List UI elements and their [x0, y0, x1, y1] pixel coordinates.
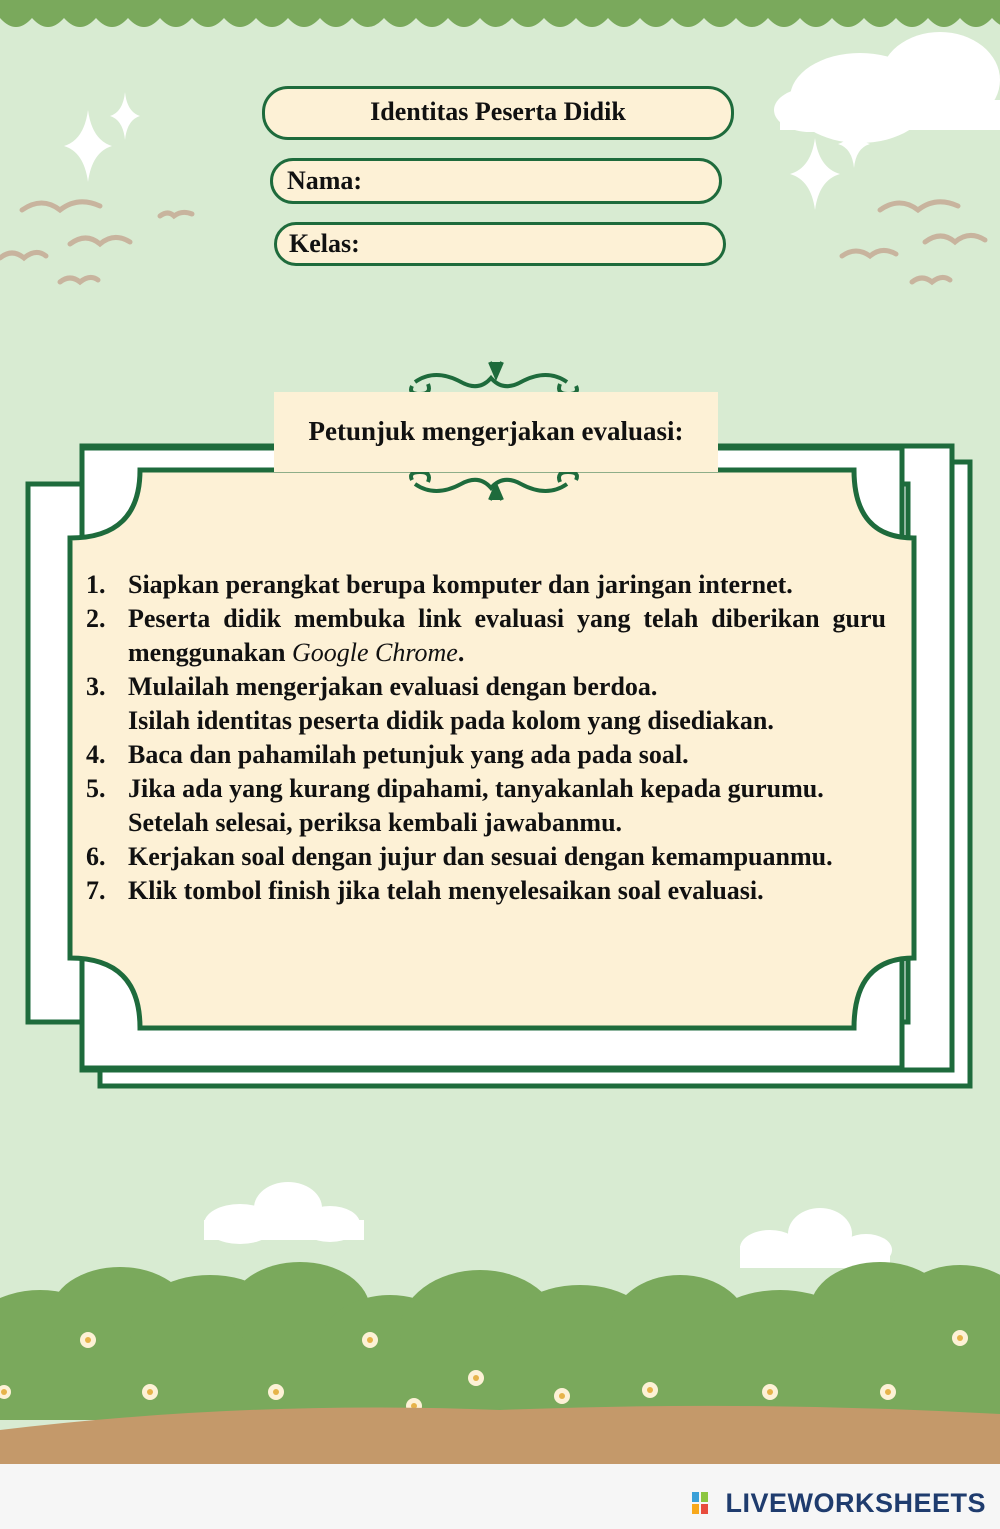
item-number: 3.: [86, 672, 106, 701]
name-label: Nama:: [287, 166, 363, 195]
item-text: Jika ada yang kurang dipahami, tanyakanlah kepada gurumu.: [128, 774, 824, 803]
item-text: Klik tombol finish jika telah menyelesaikan soal evaluasi.: [128, 876, 764, 905]
list-item: [86, 738, 886, 772]
name-field[interactable]: [270, 158, 722, 204]
class-field[interactable]: [274, 222, 726, 266]
item-number: 7.: [86, 876, 106, 905]
liveworksheets-brand[interactable]: LIVEWORKSHEETS: [725, 1488, 986, 1518]
list-item: [86, 602, 886, 670]
instructions-title: Petunjuk mengerjakan evaluasi:: [274, 392, 718, 472]
item-text: Siapkan perangkat berupa komputer dan jaringan internet.: [128, 570, 793, 599]
item-tail: .: [457, 638, 465, 667]
list-item: [86, 670, 886, 738]
item-number: 6.: [86, 842, 106, 871]
instructions-list: [86, 568, 886, 908]
item-number: 4.: [86, 740, 106, 769]
item-text: Kerjakan soal dengan jujur dan sesuai dengan kemampuanmu.: [128, 842, 833, 871]
item-number: 1.: [86, 570, 106, 599]
item-text-second-line: Setelah selesai, periksa kembali jawabanmu.: [128, 808, 623, 837]
class-label: Kelas:: [289, 229, 360, 258]
item-emphasis: Google Chrome: [292, 638, 458, 667]
list-item: [86, 772, 886, 840]
item-text: Peserta didik membuka link evaluasi yang telah diberikan guru menggunakan: [128, 604, 886, 667]
item-number: 2.: [86, 604, 106, 633]
list-item: [86, 568, 886, 602]
item-text: Mulailah mengerjakan evaluasi dengan berdoa.: [128, 672, 658, 701]
item-text: Baca dan pahamilah petunjuk yang ada pada soal.: [128, 740, 689, 769]
identity-title: Identitas Peserta Didik: [262, 86, 734, 140]
cloud-top-right: [774, 32, 1000, 143]
top-scallop-border: [0, 0, 1000, 27]
liveworksheets-logo-icon: [692, 1492, 708, 1514]
list-item: [86, 874, 886, 908]
clouds-bottom: [204, 1182, 892, 1268]
list-item: [86, 840, 886, 874]
item-number: 5.: [86, 774, 106, 803]
item-text-second-line: Isilah identitas peserta didik pada kolom yang disediakan.: [128, 706, 774, 735]
